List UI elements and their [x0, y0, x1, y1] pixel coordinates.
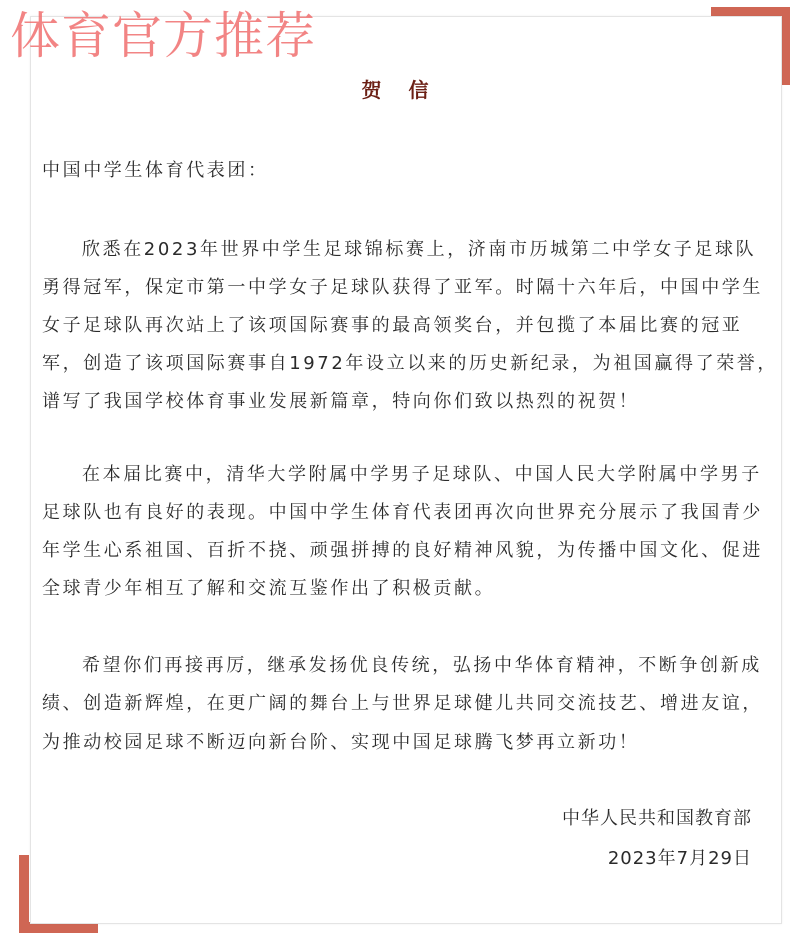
text-line: 全球青少年相互了解和交流互鉴作出了积极贡献。	[42, 578, 496, 599]
salutation: 中国中学生体育代表团：	[42, 160, 269, 181]
text-line: 在本届比赛中，清华大学附属中学男子足球队、中国人民大学附属中学男子	[82, 464, 762, 485]
letter-title: 贺 信	[361, 78, 439, 102]
watermark: 体育官方推荐	[10, 7, 316, 65]
text-line: 欣悉在2023年世界中学生足球锦标赛上，济南市历城第二中学女子足球队	[82, 239, 757, 260]
text-line: 年学生心系祖国、百折不挠、顽强拼搏的良好精神风貌，为传播中国文化、促进	[42, 540, 763, 561]
text-line: 女子足球队再次站上了该项国际赛事的最高领奖台，并包揽了本届比赛的冠亚	[42, 315, 743, 336]
text-line: 绩、创造新辉煌，在更广阔的舞台上与世界足球健儿共同交流技艺、增进友谊，	[42, 693, 763, 714]
signature: 中华人民共和国教育部	[562, 808, 752, 829]
corner-bracket-top-right-horizontal	[711, 7, 790, 16]
text-line: 谱写了我国学校体育事业发展新篇章，特向你们致以热烈的祝贺！	[42, 391, 640, 412]
date: 2023年7月29日	[607, 848, 752, 869]
text-line: 足球队也有良好的表现。中国中学生体育代表团再次向世界充分展示了我国青少	[42, 502, 763, 523]
text-line: 勇得冠军，保定市第一中学女子足球队获得了亚军。时隔十六年后，中国中学生	[42, 277, 763, 298]
text-line: 为推动校园足球不断迈向新台阶、实现中国足球腾飞梦再立新功！	[42, 732, 640, 753]
text-line: 希望你们再接再厉，继承发扬优良传统，弘扬中华体育精神，不断争创新成	[82, 655, 762, 676]
text-line: 军，创造了该项国际赛事自1972年设立以来的历史新纪录，为祖国赢得了荣誉，	[42, 353, 779, 374]
